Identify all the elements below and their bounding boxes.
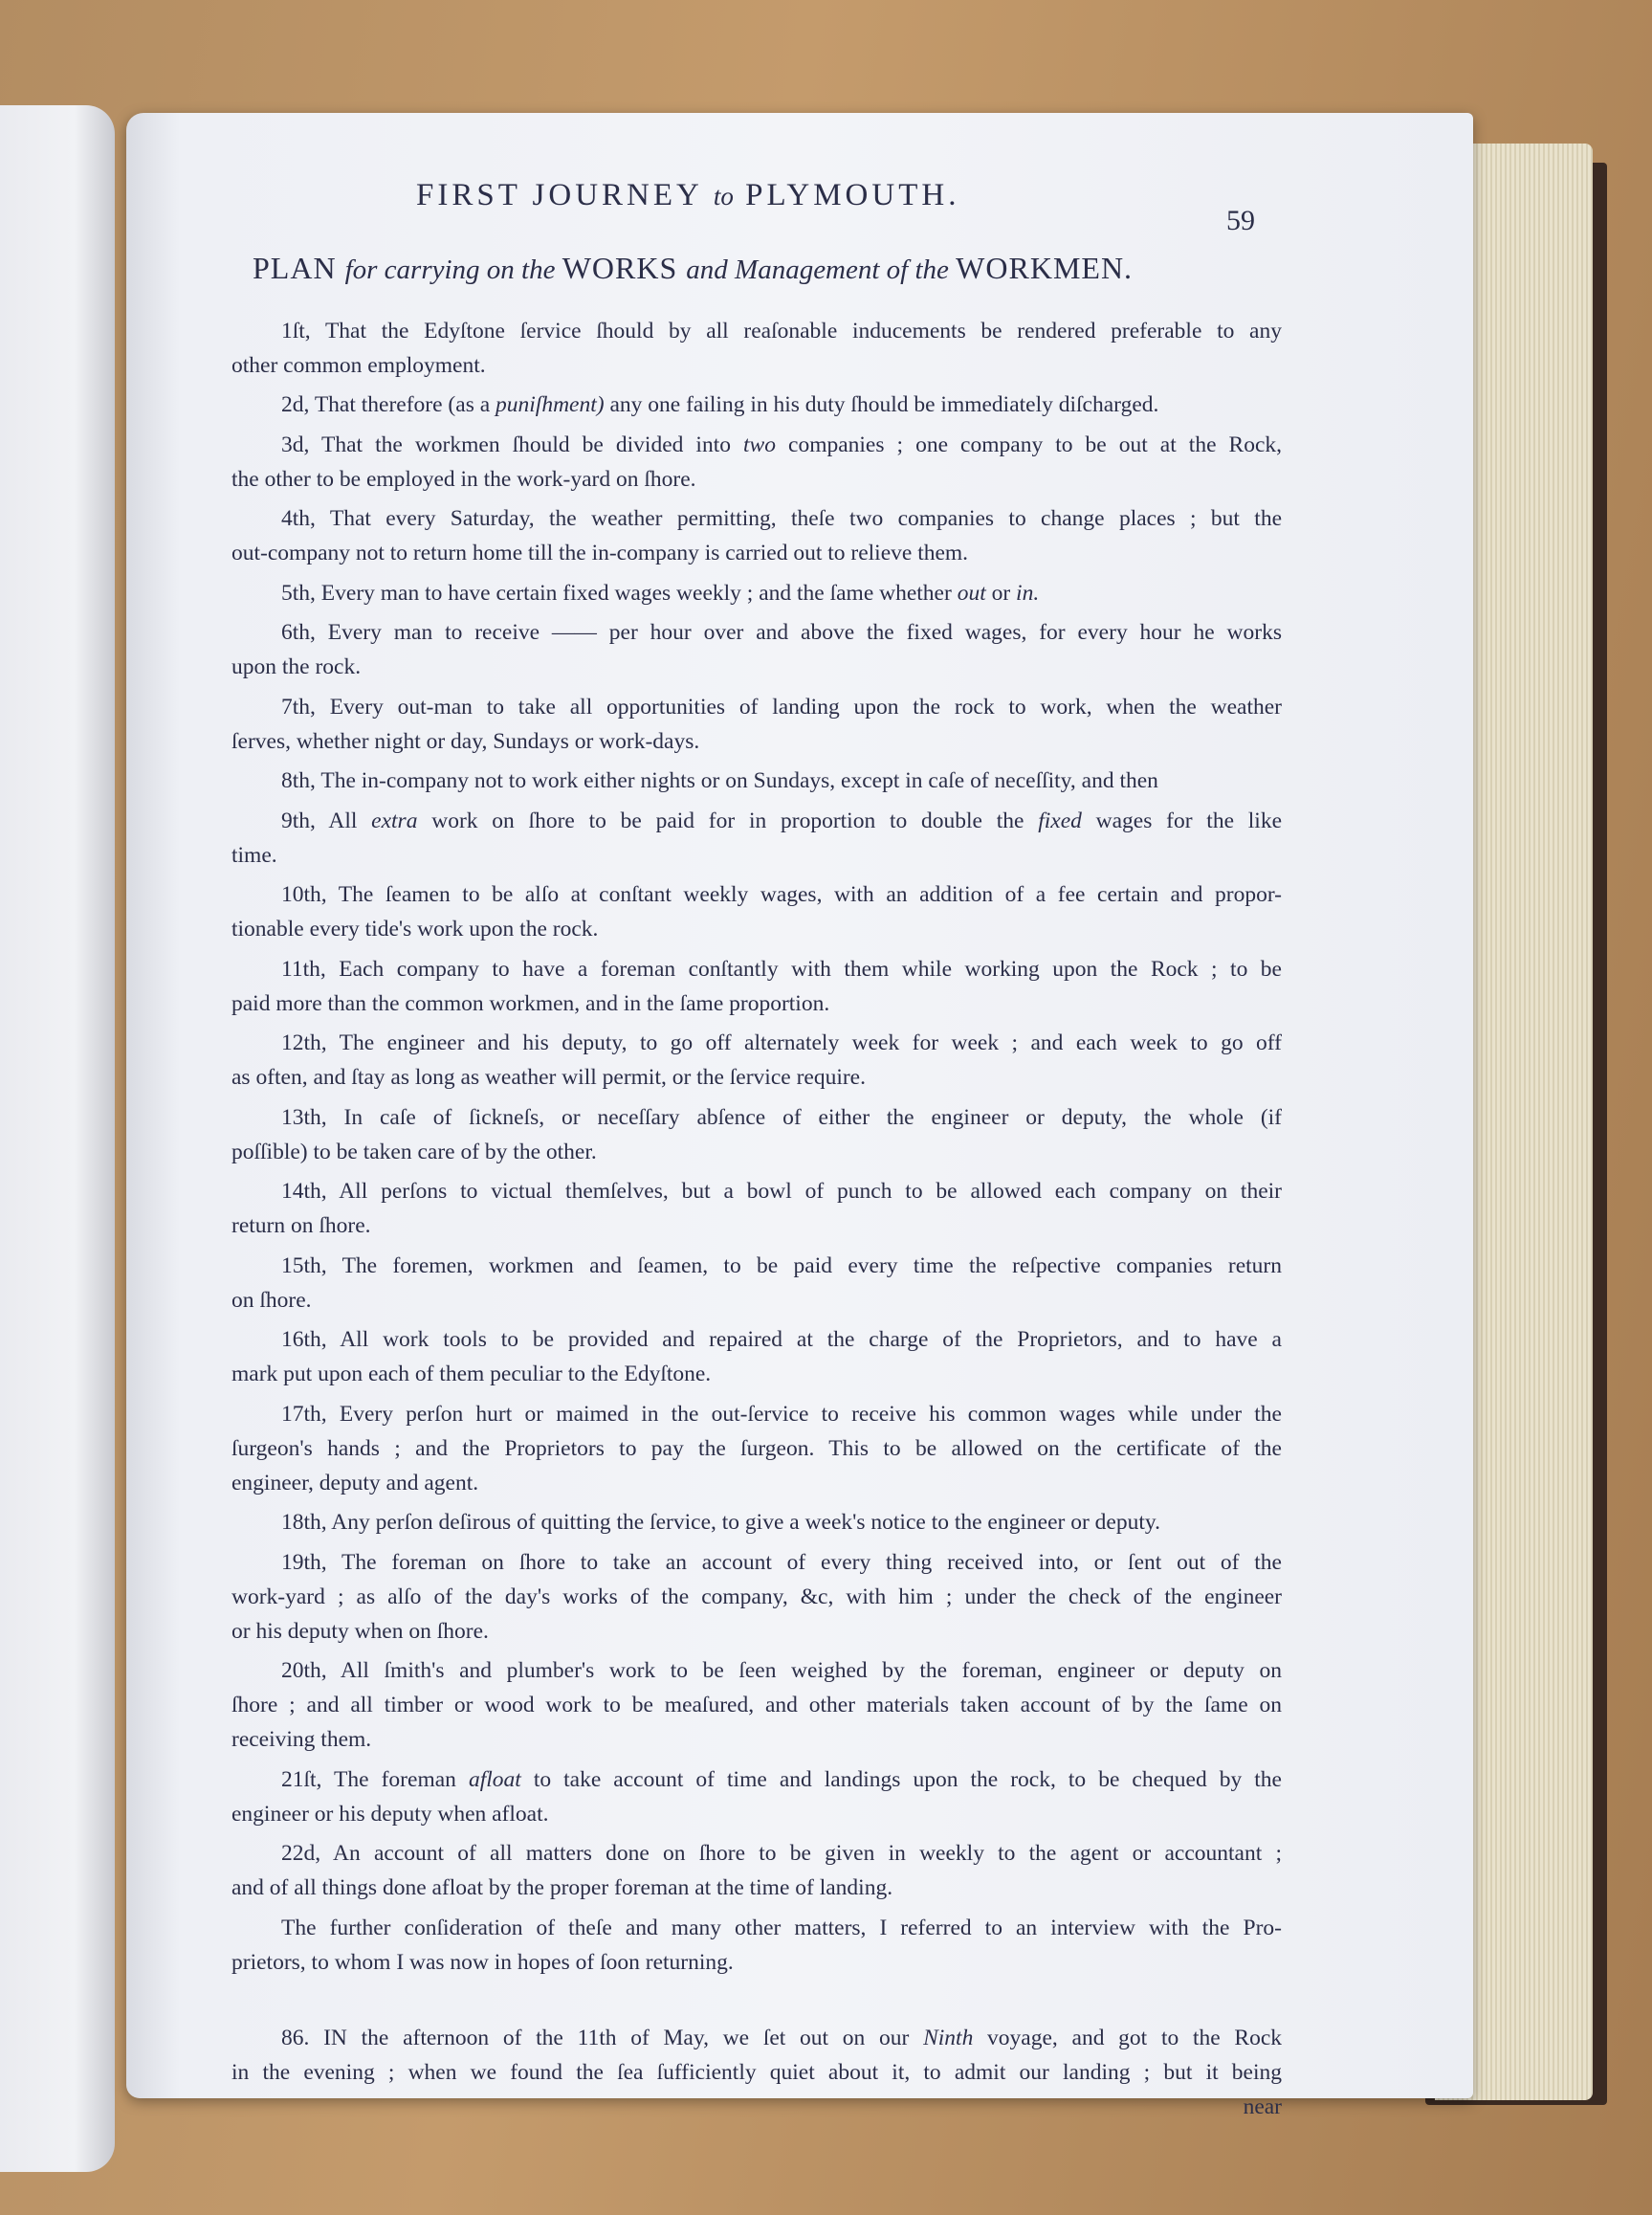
text-segment: on ſhore. xyxy=(231,1287,312,1313)
text-segment: Ninth xyxy=(923,2026,974,2050)
text-segment: 18th, Any perſon deſirous of quitting the ſervice, to give a week's notice to the engineer or deputy. xyxy=(281,1510,1160,1535)
paragraph xyxy=(231,2021,1282,2090)
heading-segment: for carrying on the xyxy=(344,255,562,285)
section-heading xyxy=(253,251,1133,286)
body-text xyxy=(231,308,1282,2124)
text-segment: afloat xyxy=(468,1766,521,1792)
text-segment: fixed xyxy=(1038,808,1082,833)
text-line xyxy=(231,1397,1282,1431)
text-segment: engineer, deputy and agent. xyxy=(231,1470,479,1495)
paragraph xyxy=(231,1762,1282,1831)
text-segment: voyage, and got to the Rock xyxy=(973,2026,1282,2050)
paragraph xyxy=(231,1836,1282,1905)
text-line xyxy=(231,1945,1282,1980)
text-line xyxy=(231,804,1282,838)
text-segment: in the evening ; when we found the ſea ſufficiently quiet about it, to admit our landing ; but it being xyxy=(231,2060,1282,2085)
paragraph xyxy=(231,1026,1282,1095)
text-segment: the other to be employed in the work-yard on ſhore. xyxy=(231,466,696,492)
text-line xyxy=(231,1653,1282,1688)
text-line xyxy=(231,314,1282,348)
running-head-part: to xyxy=(713,182,734,210)
paragraph xyxy=(231,877,1282,946)
text-segment: or xyxy=(985,580,1017,606)
paragraph xyxy=(231,1911,1282,1980)
text-segment: return on ſhore. xyxy=(231,1213,371,1238)
paragraph xyxy=(231,576,1282,610)
text-segment: other common employment. xyxy=(231,352,486,378)
text-line xyxy=(231,1283,1282,1318)
text-segment: receiving them. xyxy=(231,1727,372,1752)
paragraph xyxy=(231,952,1282,1021)
text-segment: puniſhment) xyxy=(496,392,605,417)
paragraph xyxy=(231,1100,1282,1169)
text-line xyxy=(231,952,1282,986)
running-head-part: FIRST JOURNEY xyxy=(416,178,702,212)
text-line xyxy=(231,576,1282,610)
text-segment: or his deputy when on ſhore. xyxy=(231,1618,489,1644)
page-number: 59 xyxy=(1226,205,1255,236)
paragraph xyxy=(231,1397,1282,1500)
text-segment: work-yard ; as alſo of the day's works of the company, &c, with him ; under the check of the engineer xyxy=(231,1584,1282,1609)
heading-segment: and Management of the xyxy=(686,255,957,285)
text-line xyxy=(231,1688,1282,1722)
catchword: near xyxy=(1243,2094,1282,2119)
paragraph xyxy=(231,1505,1282,1539)
text-segment: as often, and ſtay as long as weather will permit, or the ſervice require. xyxy=(231,1065,866,1090)
text-line xyxy=(231,1871,1282,1905)
text-segment: 16th, All work tools to be provided and repaired at the charge of the Proprietors, and to have a xyxy=(281,1327,1282,1352)
text-segment: 20th, All ſmith's and plumber's work to be ſeen weighed by the foreman, engineer or deputy on xyxy=(281,1658,1282,1683)
text-segment: any one failing in his duty ſhould be immediately diſcharged. xyxy=(604,392,1159,417)
text-segment: 3d, That the workmen ſhould be divided into xyxy=(281,432,744,457)
running-head-part: PLYMOUTH. xyxy=(745,178,960,212)
text-segment: 5th, Every man to have certain fixed wages weekly ; and the ſame whether xyxy=(281,580,958,606)
paragraph xyxy=(231,764,1282,798)
text-line xyxy=(231,1174,1282,1208)
paragraph xyxy=(231,314,1282,383)
paragraph xyxy=(231,615,1282,684)
paragraph xyxy=(231,804,1282,873)
text-line xyxy=(231,912,1282,946)
text-segment: 21ſt, The foreman xyxy=(281,1766,469,1792)
text-segment: 86. IN the afternoon of the 11th of May, we ſet out on our xyxy=(281,2026,924,2050)
text-segment: 8th, The in-company not to work either nights or on Sundays, except in caſe of neceſſity, and then xyxy=(281,768,1158,793)
text-line xyxy=(231,348,1282,383)
text-segment: 17th, Every perſon hurt or maimed in the out-ſervice to receive his common wages while under the xyxy=(281,1401,1282,1427)
text-line xyxy=(231,388,1282,422)
text-line xyxy=(231,724,1282,759)
text-line xyxy=(231,2021,1282,2055)
text-segment: 10th, The ſeamen to be alſo at conſtant weekly wages, with an addition of a fee certain and propor- xyxy=(281,882,1282,907)
text-segment: 13th, In caſe of ſickneſs, or neceſſary abſence of either the engineer or deputy, the whole (if xyxy=(281,1104,1282,1130)
text-line xyxy=(231,1762,1282,1797)
text-line xyxy=(231,1060,1282,1095)
text-line xyxy=(231,1208,1282,1243)
text-segment: and of all things done afloat by the proper foreman at the time of landing. xyxy=(231,1875,893,1900)
text-line xyxy=(231,428,1282,462)
text-segment: wages for the like xyxy=(1081,808,1283,833)
text-segment: extra xyxy=(371,808,418,833)
heading-segment: WORKS xyxy=(562,251,687,285)
text-segment: two xyxy=(743,432,776,457)
paragraph xyxy=(231,1653,1282,1757)
text-segment: prietors, to whom I was now in hopes of ſoon returning. xyxy=(231,1949,734,1975)
text-segment: ſerves, whether night or day, Sundays or work-days. xyxy=(231,728,700,754)
text-segment: companies ; one company to be out at the Rock, xyxy=(775,432,1283,457)
text-line xyxy=(231,2055,1282,2090)
text-line xyxy=(231,1135,1282,1169)
paragraph xyxy=(231,1174,1282,1243)
paragraph xyxy=(231,428,1282,497)
text-segment: 4th, That every Saturday, the weather permitting, theſe two companies to change places ; but the xyxy=(281,506,1282,531)
text-segment: time. xyxy=(231,842,277,868)
heading-segment: PLAN xyxy=(253,251,345,285)
text-line xyxy=(231,1026,1282,1060)
text-line xyxy=(231,462,1282,497)
text-line xyxy=(231,536,1282,570)
text-segment: ſhore ; and all timber or wood work to be meaſured, and other materials taken account of by the ſame on xyxy=(231,1693,1282,1717)
paragraph xyxy=(231,690,1282,759)
text-line xyxy=(231,838,1282,873)
text-line xyxy=(231,1431,1282,1466)
paragraph xyxy=(231,1322,1282,1391)
text-segment: 14th, All perſons to victual themſelves, but a bowl of punch to be allowed each company on their xyxy=(281,1179,1282,1204)
text-line xyxy=(231,986,1282,1021)
text-segment: poſſible) to be taken care of by the other. xyxy=(231,1139,597,1164)
text-line xyxy=(231,1100,1282,1135)
section-gap xyxy=(231,1980,1282,2016)
text-segment: tionable every tide's work upon the rock. xyxy=(231,917,599,941)
text-segment: 22d, An account of all matters done on ſhore to be given in weekly to the agent or accountant ; xyxy=(281,1841,1282,1866)
text-segment: work on ſhore to be paid for in proportion to double the xyxy=(417,808,1039,833)
text-line xyxy=(231,1466,1282,1500)
text-line xyxy=(231,1614,1282,1649)
text-line xyxy=(231,1722,1282,1757)
text-segment: out-company not to return home till the in-company is carried out to relieve them. xyxy=(231,541,969,565)
text-line xyxy=(231,1911,1282,1945)
text-segment: The further conſideration of theſe and many other matters, I referred to an interview with the Pro- xyxy=(281,1915,1282,1940)
text-line xyxy=(231,877,1282,912)
text-segment: 19th, The foreman on ſhore to take an account of every thing received into, or ſent out of the xyxy=(281,1549,1282,1575)
text-segment: to take account of time and landings upon the rock, to be chequed by the xyxy=(520,1766,1282,1792)
text-line xyxy=(231,1836,1282,1871)
text-line xyxy=(231,690,1282,724)
text-line xyxy=(231,650,1282,684)
paragraph xyxy=(231,388,1282,422)
text-segment: upon the rock. xyxy=(231,654,362,679)
paragraph xyxy=(231,1249,1282,1318)
text-segment: mark put upon each of them peculiar to the Edyſtone. xyxy=(231,1362,712,1386)
text-segment: out xyxy=(957,580,986,606)
text-line xyxy=(231,1797,1282,1831)
text-line xyxy=(231,1249,1282,1283)
text-segment: 9th, All xyxy=(281,808,372,833)
heading-segment: WORKMEN. xyxy=(956,251,1134,285)
text-segment: 2d, That therefore (as a xyxy=(281,392,496,417)
left-page xyxy=(0,105,115,2172)
text-segment: engineer or his deputy when afloat. xyxy=(231,1801,549,1827)
text-line xyxy=(231,1545,1282,1580)
text-segment: 15th, The foremen, workmen and ſeamen, to be paid every time the reſpective companies return xyxy=(281,1252,1282,1278)
text-segment: 12th, The engineer and his deputy, to go off alternately week for week ; and each week to go off xyxy=(281,1030,1282,1055)
text-segment: 1ſt, That the Edyſtone ſervice ſhould by all reaſonable inducements be rendered preferable to any xyxy=(281,318,1282,343)
text-segment: 7th, Every out-man to take all opportunities of landing upon the rock to work, when the weather xyxy=(281,694,1282,720)
text-line xyxy=(231,615,1282,650)
text-segment: paid more than the common workmen, and in the ſame proportion. xyxy=(231,990,830,1016)
text-segment: 6th, Every man to receive —— per hour over and above the fixed wages, for every hour he works xyxy=(281,620,1282,645)
paragraph xyxy=(231,501,1282,570)
text-line xyxy=(231,501,1282,536)
text-line xyxy=(231,1322,1282,1357)
text-line xyxy=(231,764,1282,798)
text-segment: ſurgeon's hands ; and the Proprietors to pay the ſurgeon. This to be allowed on the certificate of the xyxy=(231,1435,1282,1461)
text-segment: 11th, Each company to have a foreman conſtantly with them while working upon the Rock ; to be xyxy=(281,956,1282,982)
paragraph xyxy=(231,1545,1282,1649)
text-line xyxy=(231,1580,1282,1614)
text-segment: in. xyxy=(1016,580,1040,606)
running-head xyxy=(416,178,959,213)
text-line xyxy=(231,1357,1282,1391)
text-line xyxy=(231,1505,1282,1539)
